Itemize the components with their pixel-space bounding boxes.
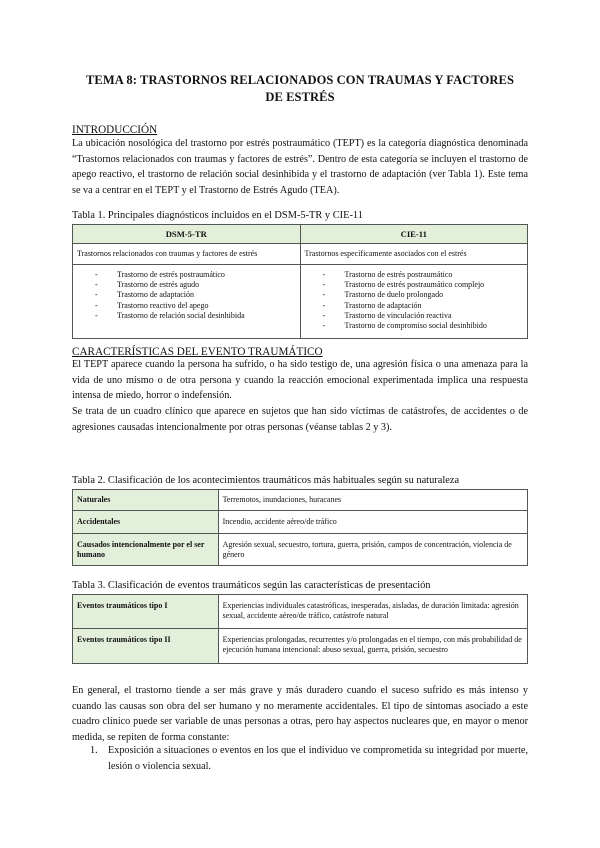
table1-cie-list bbox=[305, 268, 524, 335]
table2-caption: Tabla 2. Clasificación de los acontecimientos traumáticos más habituales según su naturaleza bbox=[72, 475, 460, 486]
list-item: - Trastorno de adaptación bbox=[95, 290, 296, 300]
table1-dsm-cell bbox=[73, 265, 301, 339]
table1-dsm-list bbox=[77, 268, 296, 325]
table1-header-dsm: DSM-5-TR bbox=[73, 225, 301, 244]
table1-cie-cell bbox=[300, 265, 528, 339]
table1 bbox=[72, 224, 528, 339]
table-row bbox=[73, 595, 528, 629]
table3-label: Eventos traumáticos tipo I bbox=[73, 595, 219, 629]
table-row bbox=[73, 534, 528, 566]
table3-label: Eventos traumáticos tipo II bbox=[73, 629, 219, 664]
characteristics-paragraph-1: El TEPT aparece cuando la persona ha sufrido, o ha sido testigo de, una agresión física o una amenaza para la vida de uno mismo o de otra persona y cuando la reacción emocional experimentada implica una respuesta intensa de miedo, horror o indefensión. bbox=[72, 359, 528, 402]
table3-value: Experiencias individuales catastróficas, inesperadas, aisladas, de duración limitada: agresión sexual, accidente aéreo/de tráfico, catástrofe natural bbox=[218, 595, 527, 629]
table2-label: Naturales bbox=[73, 490, 219, 511]
table3-value: Experiencias prolongadas, recurrentes y/o prolongadas en el tiempo, con más probabilidad de ejecución humana intencional: abuso sexual, guerra, prisión, secuestro bbox=[218, 629, 527, 664]
list-item: - Trastorno de adaptación bbox=[323, 301, 524, 311]
list-item: - Trastorno de estrés postraumático bbox=[95, 270, 296, 280]
table2-label: Causados intencionalmente por el ser humano bbox=[73, 534, 219, 566]
list-item-number: 1. bbox=[90, 745, 98, 756]
table1-subheader-dsm: Trastornos relacionados con traumas y factores de estrés bbox=[73, 244, 301, 265]
list-item: - Trastorno de relación social desinhibida bbox=[95, 311, 296, 321]
table3 bbox=[72, 594, 528, 664]
table2-value: Terremotos, inundaciones, huracanes bbox=[218, 490, 527, 511]
title-line-1: TEMA 8: TRASTORNOS RELACIONADOS CON TRAUMAS Y FACTORES bbox=[85, 73, 515, 87]
table-row bbox=[73, 511, 528, 534]
table-row bbox=[73, 629, 528, 664]
summary-paragraph: En general, el trastorno tiende a ser más grave y más duradero cuando el suceso sufrido es más intenso y cuando las causas son obra del ser humano y no meramente accidentales. El tipo de síntomas asociado a este cuadro clínico puede ser variable de unas personas a otras, pero hay aspectos nucleares que, en mayor o menor medida, se repiten de forma constante: bbox=[72, 685, 528, 743]
list-item: - Trastorno de compromiso social desinhibido bbox=[323, 321, 524, 331]
intro-paragraph: La ubicación nosológica del trastorno por estrés postraumático (TEPT) es la categoría diagnóstica denominada “Trastornos relacionados con traumas y factores de estrés”. Dentro de esta categoría se incluyen el trastorno de apego reactivo, el trastorno de relación social desinhibida y el trastorno de adaptación (ver Tabla 1). Este tema se va a centrar en el TEPT y el Trastorno de Estrés Agudo (TEA). bbox=[72, 138, 528, 196]
table-row bbox=[73, 490, 528, 511]
table1-header-cie: CIE-11 bbox=[300, 225, 528, 244]
list-item bbox=[72, 743, 528, 774]
table2 bbox=[72, 489, 528, 566]
table2-value: Agresión sexual, secuestro, tortura, guerra, prisión, campos de concentración, violencia de género bbox=[218, 534, 527, 566]
title-line-2: DE ESTRÉS bbox=[265, 90, 335, 104]
list-item-text: Exposición a situaciones o eventos en los que el individuo ve comprometida su integridad por muerte, lesión o violencia sexual. bbox=[108, 745, 528, 772]
list-item: - Trastorno reactivo del apego bbox=[95, 301, 296, 311]
list-item: - Trastorno de estrés postraumático complejo bbox=[323, 280, 524, 290]
table1-caption: Tabla 1. Principales diagnósticos incluidos en el DSM-5-TR y CIE-11 bbox=[72, 210, 363, 221]
table2-label: Accidentales bbox=[73, 511, 219, 534]
core-aspects-list bbox=[72, 743, 528, 774]
characteristics-paragraph-2: Se trata de un cuadro clínico que aparece en sujetos que han sido víctimas de catástrofes, de accidentes o de agresiones causadas intencionalmente por otras personas (véanse tablas 2 y 3). bbox=[72, 406, 528, 433]
table3-caption: Tabla 3. Clasificación de eventos traumáticos según las características de presentación bbox=[72, 580, 431, 591]
list-item: - Trastorno de estrés agudo bbox=[95, 280, 296, 290]
intro-heading: INTRODUCCIÓN bbox=[72, 124, 158, 136]
page-title bbox=[72, 72, 528, 106]
list-item: - Trastorno de duelo prolongado bbox=[323, 290, 524, 300]
table2-value: Incendio, accidente aéreo/de tráfico bbox=[218, 511, 527, 534]
list-item: - Trastorno de vinculación reactiva bbox=[323, 311, 524, 321]
characteristics-heading: CARACTERÍSTICAS DEL EVENTO TRAUMÁTICO bbox=[72, 346, 323, 358]
list-item: - Trastorno de estrés postraumático bbox=[323, 270, 524, 280]
table1-subheader-cie: Trastornos específicamente asociados con el estrés bbox=[300, 244, 528, 265]
